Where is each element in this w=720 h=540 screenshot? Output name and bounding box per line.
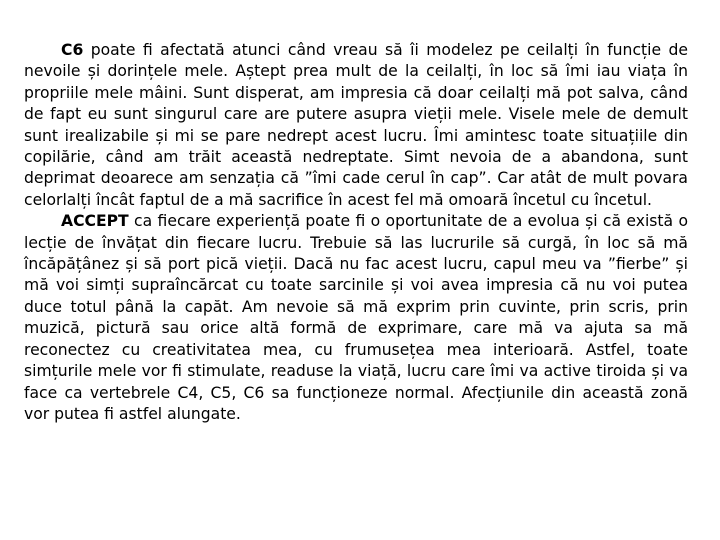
document-body bbox=[24, 40, 688, 425]
paragraph-accept bbox=[24, 211, 688, 425]
paragraph-text-accept: ca fiecare experiență poate fi o oportunitate de a evolua și că există o lecție de învățat din fiecare lucru. Trebuie să las lucrurile să curgă, în loc să mă încăpățânez și să port pică vieții. Dacă nu fac acest lucru, capul meu va ”fierbe” și mă voi simți supraîncărcat cu toate sarcinile și voi avea impresia că nu voi putea duce totul până la capăt. Am nevoie să mă exprim prin cuvinte, prin scris, prin muzică, pictură sau orice altă formă de exprimare, care mă va ajuta sa mă reconectez cu creativitatea mea, cu frumusețea mea interioară. Astfel, toate simțurile mele vor fi stimulate, readuse la viață, lucru care îmi va active tiroida și va face ca vertebrele C4, C5, C6 sa funcționeze normal. Afecțiunile din această zonă vor putea fi astfel alungate. bbox=[24, 212, 688, 423]
paragraph-lead-c6: C6 bbox=[61, 41, 84, 59]
paragraph-c6 bbox=[24, 40, 688, 211]
paragraph-text-c6: poate fi afectată atunci când vreau să îi modelez pe ceilalți în funcție de nevoile și dorințele mele. Aștept prea mult de la ceilalți, în loc să îmi iau viața în propriile mele mâini. Sunt disperat, am impresia că doar ceilalți mă pot salva, când de fapt eu sunt singurul care are putere asupra vieții mele. Visele mele de demult sunt irealizabile și mi se pare nedrept acest lucru. Îmi amintesc toate situațiile din copilărie, când am trăit această nedreptate. Simt nevoia de a abandona, sunt deprimat deoarece am senzația că ”îmi cade cerul în cap”. Car atât de mult povara celorlalți încât faptul de a mă sacrifice în acest fel mă omoară încetul cu încetul. bbox=[24, 41, 688, 209]
paragraph-lead-accept: ACCEPT bbox=[61, 212, 129, 231]
